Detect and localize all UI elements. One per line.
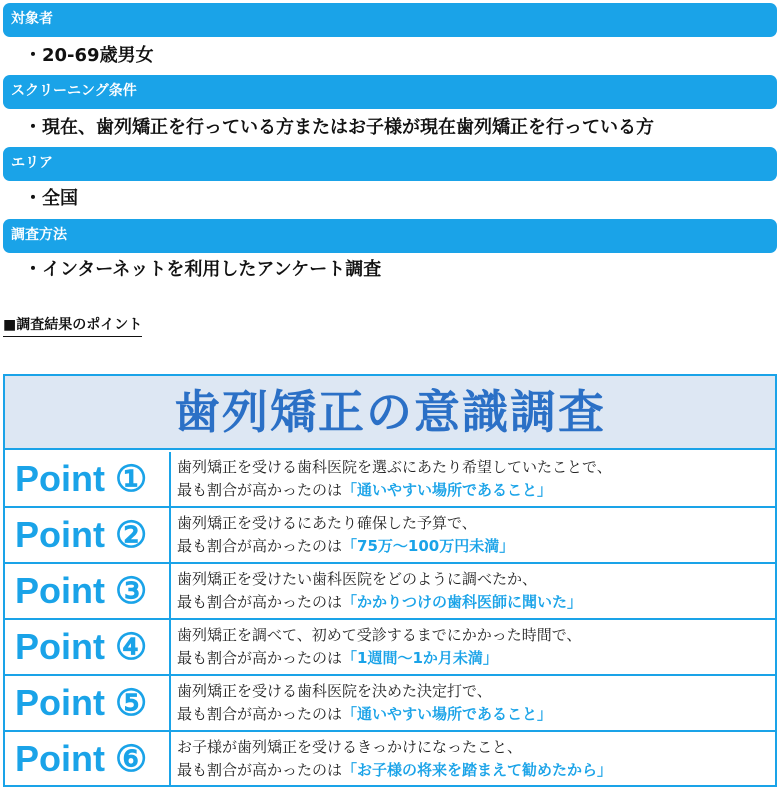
point-highlight: 「かかりつけの歯科医師に聞いた」 xyxy=(342,593,583,611)
point-highlight: 「1週間〜1か月未満」 xyxy=(342,649,498,667)
section-heading-method: 調査方法 xyxy=(3,219,777,253)
point-line xyxy=(177,591,769,614)
section-body-target xyxy=(24,41,154,71)
section-text: 20-69歳男女 xyxy=(42,45,154,66)
point-line xyxy=(177,647,769,670)
point-highlight: 「通いやすい場所であること」 xyxy=(342,705,553,723)
bullet: ・ xyxy=(24,259,42,280)
point-row xyxy=(5,564,775,620)
point-line: 歯列矯正を受けたい歯科医院をどのように調べたか、 xyxy=(177,570,538,588)
survey-points-panel xyxy=(3,374,777,787)
panel-title: 歯列矯正の意識調査 xyxy=(5,376,775,450)
point-row xyxy=(5,508,775,564)
point-label: Point ③ xyxy=(5,564,171,618)
point-text xyxy=(177,568,769,614)
point-highlight: 「通いやすい場所であること」 xyxy=(342,481,553,499)
point-line xyxy=(177,479,769,502)
point-label: Point ⑥ xyxy=(5,732,171,786)
point-line-prefix: 最も割合が高かったのは xyxy=(177,705,343,723)
point-line: 歯列矯正を受ける歯科医院を決めた決定打で、 xyxy=(177,682,492,700)
point-text xyxy=(177,736,769,782)
point-line-prefix: 最も割合が高かったのは xyxy=(177,649,343,667)
section-body-screening xyxy=(24,113,654,143)
results-heading: ■調査結果のポイント xyxy=(3,314,142,337)
point-line xyxy=(177,703,769,726)
bullet: ・ xyxy=(24,117,42,138)
point-text xyxy=(177,680,769,726)
section-text: 現在、歯列矯正を行っている方またはお子様が現在歯列矯正を行っている方 xyxy=(42,117,654,138)
point-line xyxy=(177,535,769,558)
section-heading-target: 対象者 xyxy=(3,3,777,37)
bullet: ・ xyxy=(24,45,42,66)
point-label: Point ④ xyxy=(5,620,171,674)
section-heading-screening: スクリーニング条件 xyxy=(3,75,777,109)
point-text xyxy=(177,624,769,670)
section-text: 全国 xyxy=(42,188,78,209)
point-label: Point ① xyxy=(5,452,171,506)
point-line: 歯列矯正を受けるにあたり確保した予算で、 xyxy=(177,514,477,532)
point-row xyxy=(5,732,775,788)
section-body-area xyxy=(24,184,78,214)
point-highlight: 「お子様の将来を踏まえて勧めたから」 xyxy=(342,761,613,779)
point-line: 歯列矯正を受ける歯科医院を選ぶにあたり希望していたことで、 xyxy=(177,458,612,476)
point-row xyxy=(5,452,775,508)
point-row xyxy=(5,676,775,732)
section-text: インターネットを利用したアンケート調査 xyxy=(42,259,382,280)
point-row xyxy=(5,620,775,676)
point-line-prefix: 最も割合が高かったのは xyxy=(177,761,343,779)
point-text xyxy=(177,456,769,502)
point-line-prefix: 最も割合が高かったのは xyxy=(177,481,343,499)
point-label: Point ⑤ xyxy=(5,676,171,730)
point-line-prefix: 最も割合が高かったのは xyxy=(177,537,343,555)
bullet: ・ xyxy=(24,188,42,209)
point-line xyxy=(177,759,769,782)
point-line-prefix: 最も割合が高かったのは xyxy=(177,593,343,611)
point-line: お子様が歯列矯正を受けるきっかけになったこと、 xyxy=(177,738,523,756)
point-highlight: 「75万〜100万円未満」 xyxy=(342,537,515,555)
section-body-method xyxy=(24,255,381,285)
section-heading-area: エリア xyxy=(3,147,777,181)
point-line: 歯列矯正を調べて、初めて受診するまでにかかった時間で、 xyxy=(177,626,582,644)
point-text xyxy=(177,512,769,558)
point-label: Point ② xyxy=(5,508,171,562)
